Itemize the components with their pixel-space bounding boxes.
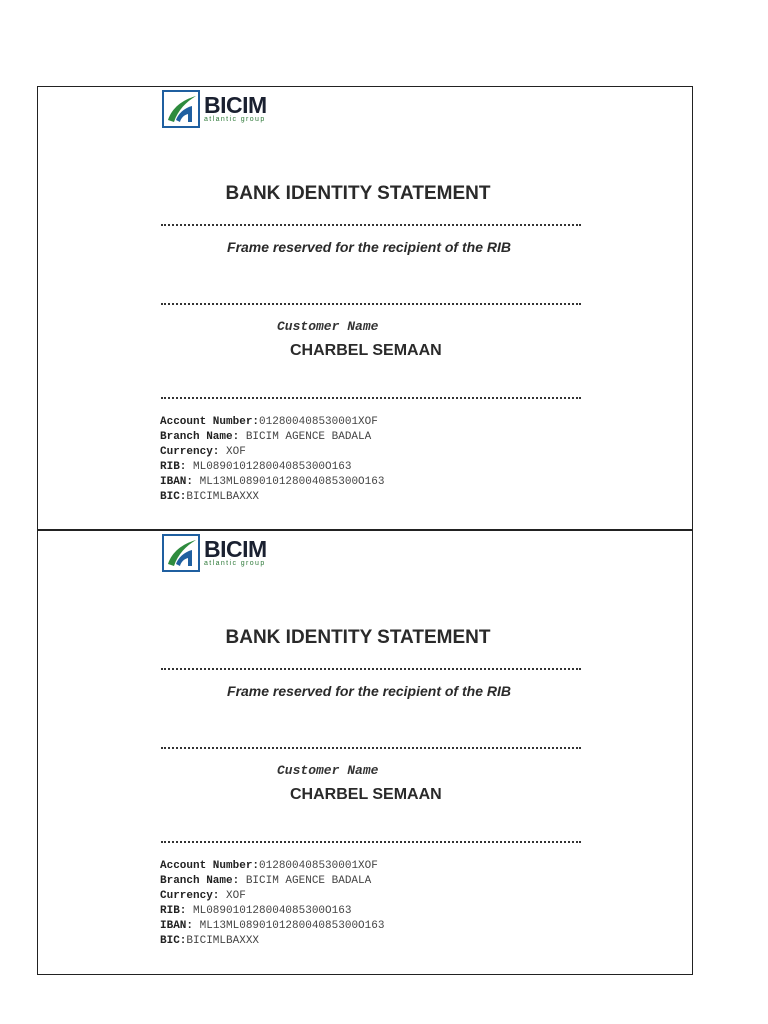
account-details <box>160 415 384 505</box>
recipient-frame-note: Frame reserved for the recipient of the RIB <box>227 239 511 255</box>
bicim-logo <box>162 533 286 573</box>
detail-row-currency: Currency: XOF <box>160 890 246 902</box>
bicim-logo <box>162 89 286 129</box>
detail-row-bic: BIC:BICIMLBAXXX <box>160 935 260 947</box>
statement-title: BANK IDENTITY STATEMENT <box>225 183 491 204</box>
logo-brand: BICIM <box>204 536 267 562</box>
customer-name: CHARBEL SEMAAN <box>290 786 442 803</box>
detail-row-bic: BIC:BICIMLBAXXX <box>160 491 260 503</box>
statement-title: BANK IDENTITY STATEMENT <box>225 627 491 648</box>
dotted-divider <box>161 668 581 670</box>
detail-row-rib: RIB: ML089010128004085300O163 <box>160 905 352 917</box>
rib-card-1 <box>37 86 693 530</box>
logo-brand: BICIM <box>204 92 267 118</box>
detail-row-currency: Currency: XOF <box>160 446 246 458</box>
dotted-divider <box>161 747 581 749</box>
customer-name-label: Customer Name <box>277 763 379 778</box>
dotted-divider <box>161 397 581 399</box>
detail-row-branch-name: Branch Name: BICIM AGENCE BADALA <box>160 431 372 443</box>
bicim-logo-icon <box>162 90 200 128</box>
detail-row-branch-name: Branch Name: BICIM AGENCE BADALA <box>160 875 372 887</box>
detail-row-rib: RIB: ML089010128004085300O163 <box>160 461 352 473</box>
detail-row-iban: IBAN: ML13ML089010128004085300O163 <box>160 920 385 932</box>
bicim-logo-icon <box>162 534 200 572</box>
logo-subtitle: atlantic group <box>204 560 266 567</box>
dotted-divider <box>161 224 581 226</box>
recipient-frame-note: Frame reserved for the recipient of the RIB <box>227 683 511 699</box>
logo-subtitle: atlantic group <box>204 116 266 123</box>
rib-card-2 <box>37 530 693 975</box>
account-details <box>160 859 384 949</box>
detail-row-account-number: Account Number:012800408530001XOF <box>160 416 378 428</box>
dotted-divider <box>161 841 581 843</box>
detail-row-account-number: Account Number:012800408530001XOF <box>160 860 378 872</box>
customer-name: CHARBEL SEMAAN <box>290 342 442 359</box>
detail-row-iban: IBAN: ML13ML089010128004085300O163 <box>160 476 385 488</box>
customer-name-label: Customer Name <box>277 319 379 334</box>
dotted-divider <box>161 303 581 305</box>
